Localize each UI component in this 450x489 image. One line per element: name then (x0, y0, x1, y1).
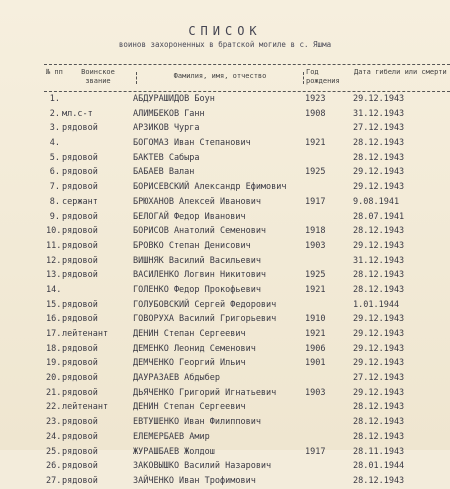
row-death-date: 28.12.1943 (353, 226, 405, 237)
table-row (0, 371, 450, 386)
row-death-date: 28.12.1943 (353, 417, 405, 428)
row-death-date: 31.12.1943 (353, 255, 405, 266)
row-name: АЛИМБЕКОВ Ганн (133, 108, 205, 119)
row-rank: рядовой (62, 182, 98, 193)
row-name: ДЕНИН Степан Сергеевич (133, 329, 246, 339)
row-number: 5. (49, 152, 60, 163)
row-rank: рядовой (62, 373, 98, 384)
row-rank: рядовой (62, 431, 98, 442)
row-death-date: 28.12.1943 (353, 284, 405, 295)
row-name: БРОВКО Степан Денисович (133, 240, 251, 251)
row-birth-year: 1903 (305, 387, 326, 398)
row-name: ДЕНИН Степан Сергеевич (133, 402, 246, 413)
header-date: Дата гибели или смерти (354, 68, 447, 76)
row-number: 18. (46, 343, 62, 354)
row-rank: рядовой (62, 343, 98, 354)
row-name: БОРИСЕВСКИЙ Александр Ефимович (133, 182, 287, 193)
row-death-date: 28.12.1943 (353, 138, 405, 149)
row-number: 20. (46, 373, 62, 384)
table-row (0, 92, 450, 107)
table-row (0, 430, 450, 445)
row-birth-year: 1921 (305, 329, 326, 339)
table-row (0, 459, 450, 474)
table-row (0, 268, 450, 283)
row-name: ЕВТУШЕНКО Иван Филиппович (133, 417, 261, 428)
table-body (0, 92, 450, 489)
row-death-date: 28.01.1944 (353, 461, 405, 472)
row-death-date: 31.12.1943 (353, 108, 405, 119)
row-rank: рядовой (62, 226, 98, 237)
row-rank: рядовой (62, 446, 98, 457)
row-number: 9. (49, 211, 60, 222)
row-death-date: 29.12.1943 (353, 167, 405, 178)
row-name: БАБАЕВ Валан (133, 167, 195, 178)
row-number: 8. (49, 196, 60, 207)
row-name: ДЬЯЧЕНКО Григорий Игнатьевич (133, 387, 277, 398)
table-row (0, 312, 450, 327)
table-row (0, 445, 450, 460)
row-number: 16. (46, 314, 62, 325)
table-row (0, 254, 450, 269)
table-row (0, 415, 450, 430)
table-row (0, 136, 450, 151)
row-death-date: 9.08.1941 (353, 196, 400, 207)
row-death-date: 27.12.1943 (353, 373, 405, 384)
row-rank: рядовой (62, 270, 98, 281)
row-birth-year: 1925 (305, 270, 326, 281)
row-death-date: 29.12.1943 (353, 358, 405, 369)
row-rank: рядовой (62, 152, 98, 163)
row-birth-year: 1901 (305, 358, 326, 369)
row-rank: лейтенант (62, 402, 109, 413)
row-number: 17. (46, 329, 62, 339)
row-number: 24. (46, 431, 62, 442)
row-death-date: 29.12.1943 (353, 387, 405, 398)
row-number: 25. (46, 446, 62, 457)
row-number: 10. (46, 226, 62, 237)
row-number: 14. (46, 284, 62, 295)
row-name: ЗАЙЧЕНКО Иван Трофимович (133, 475, 256, 486)
row-name: ГОЛУБОВСКИЙ Сергей Федорович (133, 299, 277, 310)
row-death-date: 28.12.1943 (353, 402, 405, 413)
row-birth-year: 1917 (305, 446, 326, 457)
row-death-date: 28.12.1943 (353, 475, 405, 486)
table-row (0, 474, 450, 489)
row-name: ДАУРАЗАЕВ Абдыбер (133, 373, 220, 384)
table-row (0, 386, 450, 401)
row-number: 1. (49, 94, 60, 104)
table-row (0, 180, 450, 195)
row-name: ГОЛЕНКО Федор Прокофьевич (133, 284, 261, 295)
row-number: 15. (46, 299, 62, 310)
row-name: АРЗИКОВ Чурга (133, 123, 200, 134)
row-rank: рядовой (62, 417, 98, 428)
row-death-date: 29.12.1943 (353, 329, 405, 339)
row-name: ВАСИЛЕНКО Логвин Никитович (133, 270, 267, 281)
row-number: 19. (46, 358, 62, 369)
table-row (0, 121, 450, 136)
row-death-date: 29.12.1943 (353, 182, 405, 193)
header-rank: Воинское звание (81, 68, 115, 85)
row-name: ДЕМЧЕНКО Георгий Ильич (133, 358, 246, 369)
table-row (0, 224, 450, 239)
row-rank: рядовой (62, 211, 98, 222)
row-name: БЕЛОГАЙ Федор Иванович (133, 211, 246, 222)
row-birth-year: 1923 (305, 94, 326, 104)
row-rank: рядовой (62, 461, 98, 472)
table-row (0, 239, 450, 254)
row-rank: рядовой (62, 255, 98, 266)
row-death-date: 28.12.1943 (353, 270, 405, 281)
row-number: 22. (46, 402, 62, 413)
table-row (0, 107, 450, 122)
row-number: 26. (46, 461, 62, 472)
row-death-date: 27.12.1943 (353, 123, 405, 134)
row-number: 12. (46, 255, 62, 266)
row-number: 3. (49, 123, 60, 134)
table-row (0, 165, 450, 180)
row-rank: рядовой (62, 387, 98, 398)
row-birth-year: 1903 (305, 240, 326, 251)
row-name: АБДУРАШИДОВ Боун (133, 94, 215, 104)
row-number: 27. (46, 475, 62, 486)
row-number: 21. (46, 387, 62, 398)
row-death-date: 28.11.1943 (353, 446, 405, 457)
row-number: 2. (49, 108, 60, 119)
row-birth-year: 1908 (305, 108, 326, 119)
row-birth-year: 1918 (305, 226, 326, 237)
row-rank: рядовой (62, 123, 98, 134)
row-name: ГОВОРУХА Василий Григорьевич (133, 314, 277, 325)
row-name: БАКТЕВ Сабыра (133, 152, 200, 163)
row-name: ЗАКОВЫШКО Василий Назарович (133, 461, 272, 472)
row-name: ЕЛЕМЕРБАЕВ Амир (133, 431, 210, 442)
row-rank: рядовой (62, 358, 98, 369)
row-birth-year: 1910 (305, 314, 326, 325)
table-row (0, 400, 450, 415)
row-name: БОРИСОВ Анатолий Семенович (133, 226, 267, 237)
row-birth-year: 1917 (305, 196, 326, 207)
row-death-date: 28.12.1943 (353, 152, 405, 163)
document-title: СПИСОК (188, 24, 262, 38)
row-name: ДЕМЕНКО Леонид Семенович (133, 343, 256, 354)
table-row (0, 151, 450, 166)
row-death-date: 29.12.1943 (353, 94, 405, 104)
row-death-date: 29.12.1943 (353, 314, 405, 325)
table-row (0, 210, 450, 225)
row-birth-year: 1921 (305, 284, 326, 295)
row-rank: рядовой (62, 167, 98, 178)
row-rank: рядовой (62, 240, 98, 251)
row-birth-year: 1906 (305, 343, 326, 354)
row-name: ВИШНЯК Василий Васильевич (133, 255, 261, 266)
table-row (0, 195, 450, 210)
table-row (0, 356, 450, 371)
row-name: БРЮХАНОВ Алексей Иванович (133, 196, 261, 207)
row-death-date: 28.12.1943 (353, 431, 405, 442)
row-rank: рядовой (62, 299, 98, 310)
row-rank: рядовой (62, 314, 98, 325)
row-rank: сержант (62, 196, 98, 207)
row-number: 7. (49, 182, 60, 193)
row-name: БОГОМАЗ Иван Степанович (133, 138, 251, 149)
row-death-date: 29.12.1943 (353, 343, 405, 354)
row-death-date: 1.01.1944 (353, 299, 400, 310)
document-subtitle: воинов захороненных в братской могиле в с. Яшма (118, 40, 332, 49)
table-row (0, 342, 450, 357)
row-number: 13. (46, 270, 62, 281)
row-number: 6. (49, 167, 60, 178)
row-death-date: 28.07.1941 (353, 211, 405, 222)
row-death-date: 29.12.1943 (353, 240, 405, 251)
row-rank: мл.с-т (62, 108, 93, 119)
row-birth-year: 1925 (305, 167, 326, 178)
table-header (44, 64, 450, 92)
row-number: 23. (46, 417, 62, 428)
header-year: Год рождения (306, 68, 340, 85)
row-name: ЖУРАШБАЕВ Жолдош (133, 446, 215, 457)
header-num: № пп (46, 68, 63, 76)
table-row (0, 283, 450, 298)
row-number: 11. (46, 240, 62, 251)
table-row (0, 298, 450, 313)
row-birth-year: 1921 (305, 138, 326, 149)
row-number: 4. (49, 138, 60, 149)
header-name: Фамилия, имя, отчество (136, 72, 304, 84)
row-rank: рядовой (62, 475, 98, 486)
table-row (0, 327, 450, 342)
row-rank: лейтенант (62, 329, 109, 339)
